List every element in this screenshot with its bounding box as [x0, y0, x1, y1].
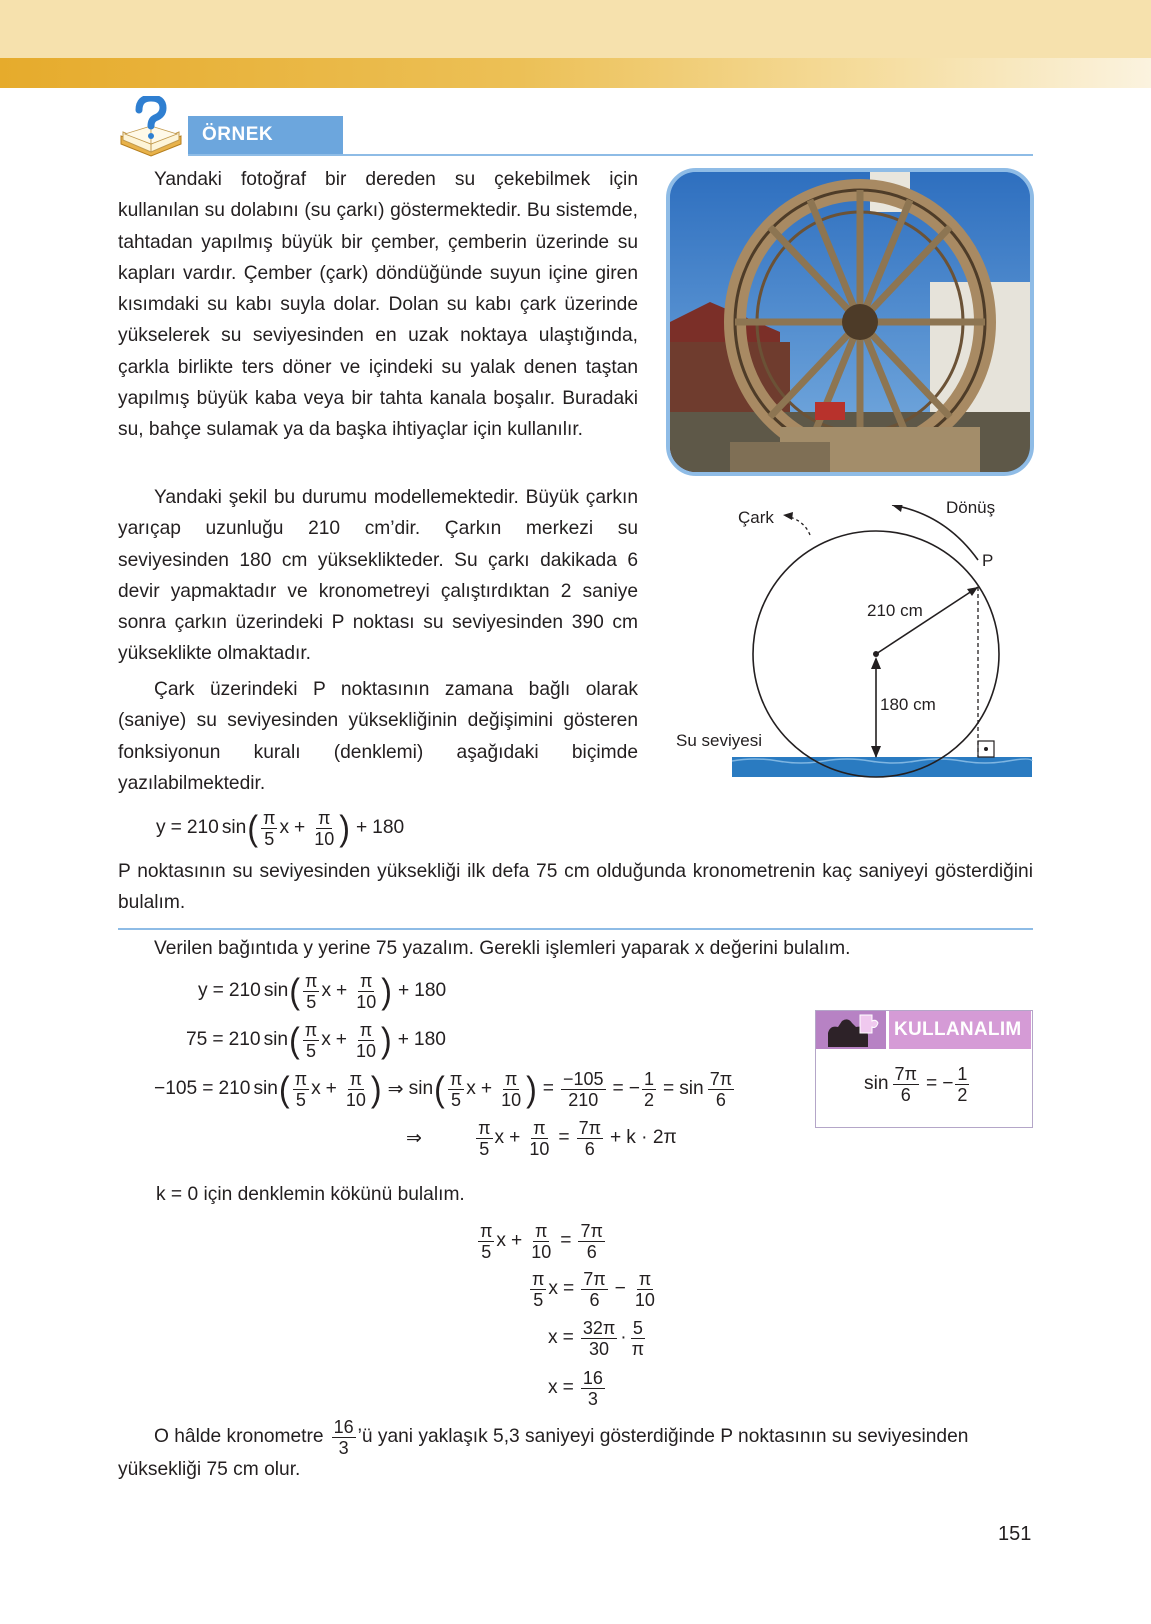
kullanalim-header: [816, 1011, 1031, 1049]
question-paragraph: P noktasının su seviyesinden yüksekliği ilk defa 75 cm olduğunda kronometrenin kaç saniyeyi gösterdiğini bulalım.: [118, 861, 1033, 914]
root-line-3: x = $\frac{32\pi}{30}$ · $\frac{5}{\pi}$: [548, 1317, 645, 1359]
kullanalim-sep: [886, 1011, 889, 1049]
header-band: [0, 0, 1151, 58]
kullanalim-title: KULLANALIM: [894, 1019, 1022, 1040]
conclusion-line: O hâlde kronometre $\frac{16}{3}$ ’ü yani yaklaşık 5,3 saniyeyi gösterdiğinde P noktasının su seviyesinden: [154, 1416, 969, 1458]
page-number: 151: [998, 1523, 1032, 1545]
eq-line-3: −105 = 210 sin ( $\frac{\pi}{5}$ x + $\frac{\pi}{10}$ ) ⇒ sin ( $\frac{\pi}{5}$ x + $\frac{\pi}{10}$ ) = $\frac{-105}{210}$ = − $\frac{1}{2}$ = sin $\frac{7\pi}{6}$: [154, 1068, 733, 1110]
root-line-4: x = $\frac{16}{3}$: [548, 1367, 603, 1409]
label-radius: 210 cm: [867, 601, 923, 620]
label-water: Su seviyesi: [676, 731, 762, 750]
label-height: 180 cm: [880, 695, 936, 714]
kullanalim-icon-bg: [816, 1011, 886, 1049]
root-line-2: $\frac{\pi}{5}$ x = $\frac{7\pi}{6}$ − $\frac{\pi}{10}$: [532, 1268, 655, 1310]
eq-line-1: y = 210 sin ( $\frac{\pi}{5}$ x + $\frac{\pi}{10}$ ) + 180: [198, 970, 447, 1012]
root-line-1: $\frac{\pi}{5}$ x + $\frac{\pi}{10}$ = $\frac{7\pi}{6}$: [480, 1220, 603, 1262]
k-zero-line: k = 0 için denklemin kökünü bulalım.: [156, 1184, 465, 1205]
solution-intro: Verilen bağıntıda y yerine 75 yazalım. Gerekli işlemleri yaparak x değerini bulalım.: [154, 938, 851, 959]
header-stripe: [0, 58, 1151, 88]
eq-line-2: 75 = 210 sin ( $\frac{\pi}{5}$ x + $\frac{\pi}{10}$ ) + 180: [186, 1019, 446, 1061]
solution-separator: [118, 928, 1033, 930]
label-cark: Çark: [738, 508, 774, 527]
book-question-icon: [117, 96, 187, 158]
eq-line-4: ⇒ $\frac{\pi}{5}$ x + $\frac{\pi}{10}$ = $\frac{7\pi}{6}$ + k · 2π: [406, 1117, 677, 1159]
water-wheel-photo: [666, 168, 1034, 476]
example-rule: [188, 154, 1033, 156]
model-paragraph: Yandaki şekil bu durumu modellemektedir. Büyük çarkın yarıçap uzunluğu 210 cm’dir. Çarkın merkezi su seviyesinden 180 cm yükseklikteder. Su çarkı dakikada 6 devir yapmaktadır ve kronometreyi çalıştırdıktan 2 saniye sonra çarkın üzerindeki P noktası su seviyesinden 390 cm yükseklikte olmaktadır.: [118, 487, 638, 665]
label-donus: Dönüş: [946, 498, 996, 517]
puzzle-icon: [816, 1011, 886, 1049]
rule-paragraph: Çark üzerindeki P noktasının zamana bağlı olarak (saniye) su seviyesinden yüksekliğinin değişimini gösteren fonksiyonun kuralı (denklemi) aşağıdaki biçimde yazılabilmektedir.: [118, 679, 638, 794]
example-label: ÖRNEK: [188, 116, 343, 154]
wheel-diagram: [660, 498, 1040, 795]
intro-paragraph: Yandaki fotoğraf bir dereden su çekebilmek için kullanılan su dolabını (su çarkı) göstermektedir. Bu sistemde, tahtadan yapılmış büyük bir çember, çemberin üzerinde su kapları vardır. Çember (çark) döndüğünde suyun içine giren kısımdaki su kabı suyla dolar. Dolan su kabı çark üzerinde yükselerek su seviyesinden en uzak noktaya ulaştığında, çarkla birlikte ters döner ve içindeki su yalak denen taştan yapılmış büyük kaba veya bir tahta kanala boşalır. Buradaki su, bahçe sulamak ya da başka ihtiyaçlar için kullanılır.: [118, 169, 638, 441]
label-p: P: [982, 551, 994, 570]
function-rule: y = 210 sin ( $\frac{\pi}{5}$ x + $\frac{\pi}{10}$ ) + 180: [156, 807, 405, 849]
kullanalim-formula: sin $\frac{7\pi}{6}$ = − $\frac{1}{2}$: [864, 1063, 968, 1105]
conclusion-line-2: yüksekliği 75 cm olur.: [118, 1459, 301, 1480]
kullanalim-box: [815, 1010, 1033, 1128]
